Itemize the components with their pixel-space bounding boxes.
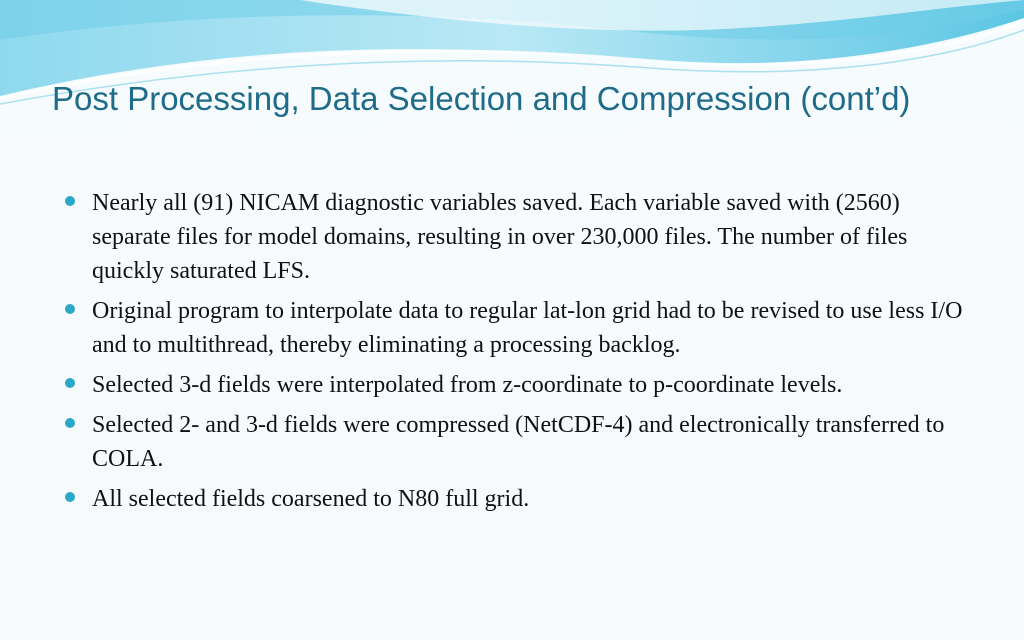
- bullet-text: Selected 3-d fields were interpolated from z-coordinate to p-coordinate levels.: [92, 372, 843, 398]
- bullet-item: [92, 294, 972, 362]
- bullet-item: [92, 186, 972, 288]
- bullet-item: [92, 482, 972, 516]
- bullet-text: Original program to interpolate data to regular lat-lon grid had to be revised to use less I/O and to multithread, thereby eliminating a processing backlog.: [92, 298, 963, 358]
- bullet-dot-icon: [65, 378, 75, 388]
- bullet-item: [92, 408, 972, 476]
- bullet-dot-icon: [65, 196, 75, 206]
- bullet-item: [92, 368, 972, 402]
- bullet-text: All selected fields coarsened to N80 full grid.: [92, 486, 530, 512]
- bullet-dot-icon: [65, 492, 75, 502]
- bullet-text: Nearly all (91) NICAM diagnostic variables saved. Each variable saved with (2560) separate files for model domains, resulting in over 230,000 files. The number of files quickly saturated LFS.: [92, 190, 908, 284]
- slide-title: Post Processing, Data Selection and Compression (cont’d): [52, 80, 911, 117]
- bullet-list: [92, 186, 972, 522]
- bullet-text: Selected 2- and 3-d fields were compressed (NetCDF-4) and electronically transferred to COLA.: [92, 412, 945, 472]
- bullet-dot-icon: [65, 304, 75, 314]
- bullet-dot-icon: [65, 418, 75, 428]
